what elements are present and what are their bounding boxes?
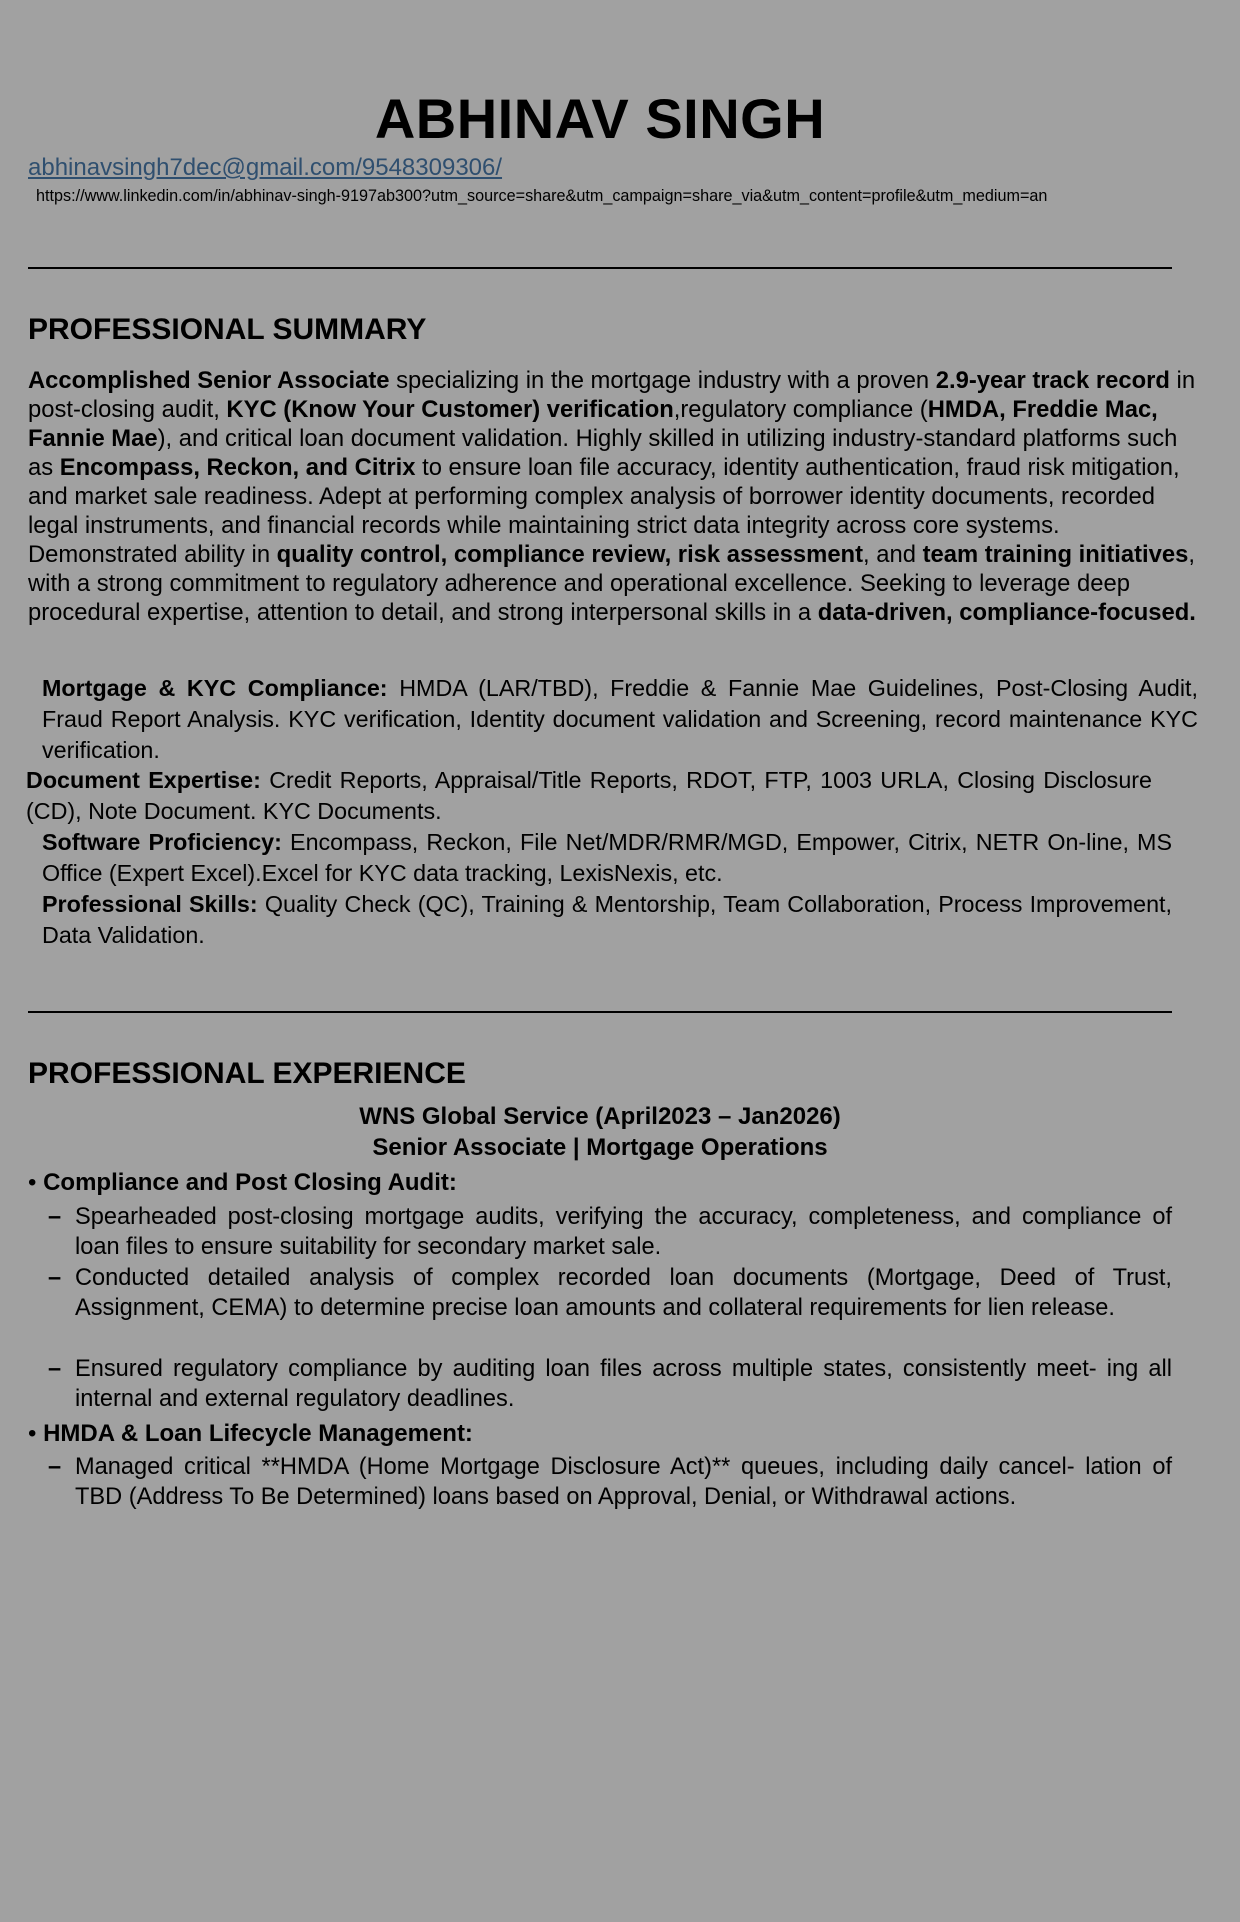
bullet-heading-text: Compliance and Post Closing Audit:	[43, 1169, 457, 1196]
skill-mortgage-kyc	[42, 673, 1198, 766]
dash-icon: –	[48, 1265, 62, 1291]
summary-highlight: 2.9-year track record	[935, 367, 1170, 394]
company-line: WNS Global Service (April2023 – Jan2026)	[359, 1103, 841, 1130]
skill-label: Document Expertise:	[26, 767, 261, 793]
bullet-heading	[28, 1420, 473, 1448]
linkedin-url[interactable]: https://www.linkedin.com/in/abhinav-singh-9197ab300?utm_source=share&utm_campaign=share_via&utm_content=profile&utm_medium=an	[36, 187, 1048, 205]
list-item	[48, 1354, 1172, 1414]
role-line: Senior Associate | Mortgage Operations	[372, 1134, 828, 1161]
summary-highlight: team training initiatives	[922, 541, 1189, 568]
bullet-heading-text: HMDA & Loan Lifecycle Management:	[43, 1420, 473, 1447]
list-item	[48, 1452, 1172, 1512]
skill-text: Quality Check (QC), Training & Mentorship, Team Collaboration, Process Improvement, Data Validation.	[42, 891, 1172, 948]
dash-icon: –	[48, 1454, 62, 1480]
summary-highlight: quality control, compliance review, risk assessment	[276, 541, 864, 568]
summary-heading: PROFESSIONAL SUMMARY	[28, 313, 427, 346]
skill-document-expertise	[26, 765, 1152, 827]
summary-highlight: KYC (Know Your Customer) verification	[226, 396, 674, 423]
skill-text: HMDA (LAR/TBD), Freddie & Fannie Mae Guidelines, Post-Closing Audit, Fraud Report Analysis. KYC verification, Identity document validation and Screening, record maintenance KYC verification.	[42, 675, 1198, 763]
skill-text: Credit Reports, Appraisal/Title Reports, RDOT, FTP, 1003 URLA, Closing Disclosure (CD), Note Document. KYC Documents.	[26, 767, 1152, 824]
skill-label: Professional Skills:	[42, 891, 258, 917]
bullet-icon: •	[28, 1420, 37, 1447]
dash-icon: –	[48, 1356, 62, 1382]
dash-icon: –	[48, 1204, 62, 1230]
list-item	[48, 1263, 1172, 1323]
skill-professional	[42, 889, 1172, 951]
bullet-heading	[28, 1169, 457, 1197]
bullet-icon: •	[28, 1169, 37, 1196]
list-item	[48, 1202, 1172, 1262]
divider	[28, 1011, 1172, 1013]
summary-text: , with a strong commitment to regulatory adherence and operational excellence. Seeking to leverage deep procedural expertise, attention to detail, and strong interpersonal skills in a	[28, 541, 1196, 626]
summary-paragraph	[28, 366, 1208, 627]
summary-highlight: Encompass, Reckon, and Citrix	[59, 454, 416, 481]
list-item-text: Managed critical **HMDA (Home Mortgage Disclosure Act)** queues, including daily cancel- lation of TBD (Address To Be Determined) loans based on Approval, Denial, or Withdrawal actions.	[75, 1454, 1172, 1510]
summary-text: , and	[863, 541, 923, 568]
summary-text: specializing in the mortgage industry with a proven	[389, 367, 936, 394]
summary-highlight: data-driven, compliance-focused.	[817, 599, 1196, 626]
skill-software	[42, 827, 1172, 889]
candidate-name: ABHINAV SINGH	[374, 87, 826, 150]
list-item-text: Ensured regulatory compliance by auditing loan files across multiple states, consistently meet- ing all internal and external regulatory deadlines.	[75, 1356, 1172, 1412]
summary-text: ), and critical loan document validation. Highly skilled in utilizing industry-standard platforms such as	[28, 425, 1178, 481]
summary-highlight: HMDA, Freddie Mac, Fannie Mae	[28, 396, 1158, 452]
list-item-text: Conducted detailed analysis of complex recorded loan documents (Mortgage, Deed of Trust, Assignment, CEMA) to determine precise loan amounts and collateral requirements for lien release.	[75, 1265, 1172, 1321]
summary-highlight: Accomplished Senior Associate	[28, 367, 390, 394]
skill-label: Software Proficiency:	[42, 829, 282, 855]
list-item-text: Spearheaded post-closing mortgage audits, verifying the accuracy, completeness, and compliance of loan files to ensure suitability for secondary market sale.	[75, 1204, 1172, 1260]
summary-text: in post-closing audit,	[28, 367, 1196, 423]
summary-text: to ensure loan file accuracy, identity authentication, fraud risk mitigation, and market sale readiness. Adept at performing complex analysis of borrower identity documents, recorded legal instruments, and financial records while maintaining strict data integrity across core systems. Demonstrated ability in	[28, 454, 1180, 568]
skill-label: Mortgage & KYC Compliance:	[42, 675, 388, 701]
summary-text: ,regulatory compliance (	[673, 396, 928, 423]
experience-heading: PROFESSIONAL EXPERIENCE	[28, 1057, 466, 1090]
divider	[28, 267, 1172, 269]
skill-text: Encompass, Reckon, File Net/MDR/RMR/MGD, Empower, Citrix, NETR On-line, MS Office (Expert Excel).Excel for KYC data tracking, LexisNexis, etc.	[42, 829, 1172, 886]
email-phone-link[interactable]: abhinavsingh7dec@gmail.com/9548309306/	[28, 154, 503, 181]
